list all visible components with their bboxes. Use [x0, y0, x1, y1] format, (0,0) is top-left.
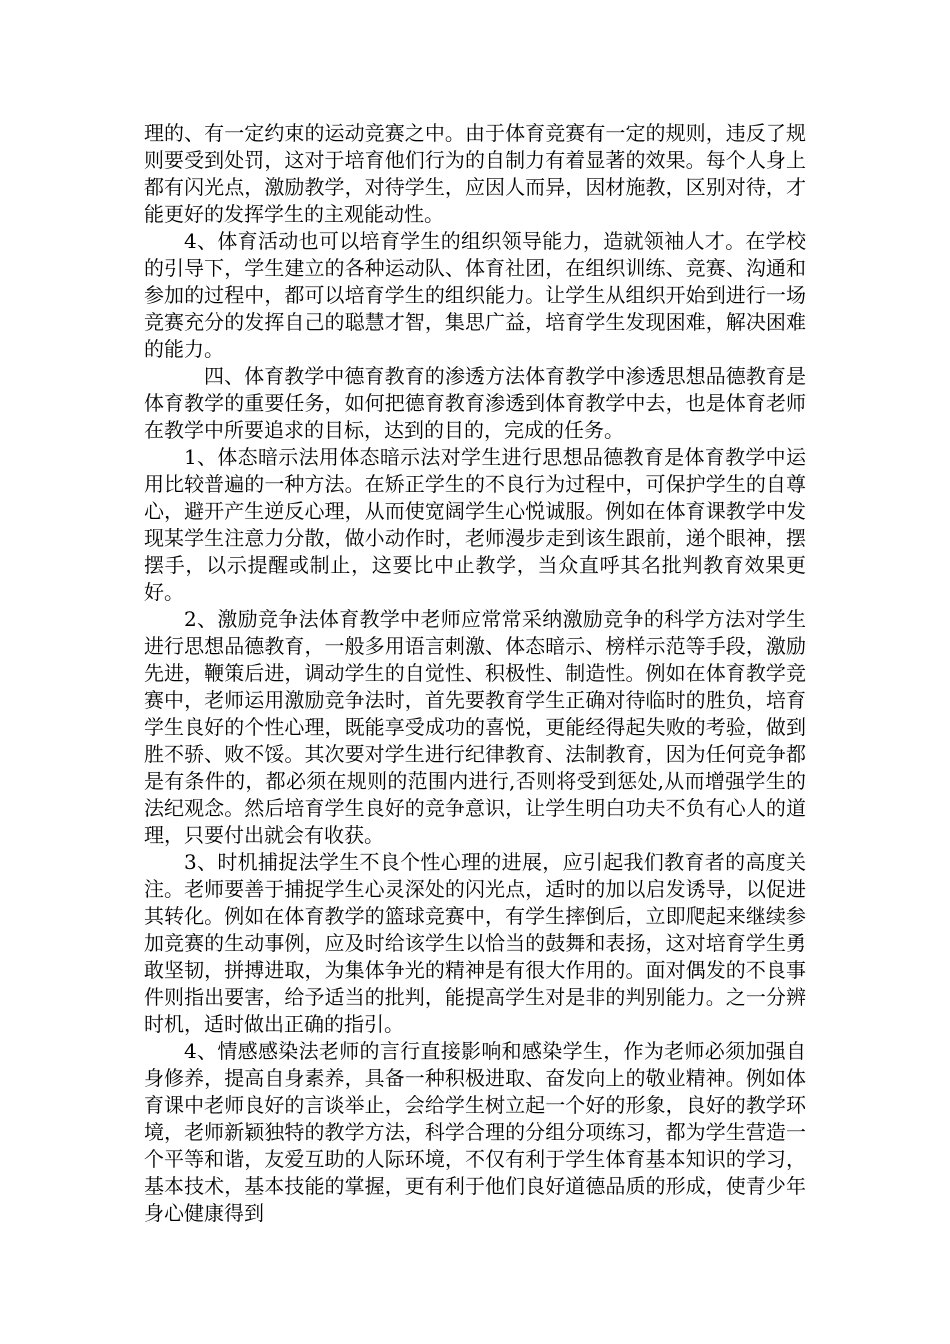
paragraph-incentive-competition-method: 2、激励竞争法体育教学中老师应常常采纳激励竞争的科学方法对学生进行思想品德教育，一般多用语言刺激、体态暗示、榜样示范等手段，激励先进，鞭策后进，调动学生的自觉性、积极性、制造性。例如在体育教学竞赛中，老师运用激励竞争法时，首先要教育学生正确对待临时的胜负，培育学生良好的个性心理，既能享受成功的喜悦，更能经得起失败的考验，做到胜不骄、败不馁。其次要对学生进行纪律教育、法制教育，因为任何竞争都是有条件的，都必须在规则的范围内进行,否则将受到惩处,从而增强学生的法纪观念。然后培育学生良好的竞争意识，让学生明白功夫不负有心人的道理，只要付出就会有收获。 [144, 607, 806, 847]
paragraph-timing-capture-method: 3、时机捕捉法学生不良个性心理的进展，应引起我们教育者的高度关注。老师要善于捕捉学生心灵深处的闪光点，适时的加以启发诱导，以促进其转化。例如在体育教学的篮球竞赛中，有学生摔倒后，立即爬起来继续参加竞赛的生动事例，应及时给该学生以恰当的鼓舞和表扬，这对培育学生勇敢坚韧，拼搏进取，为集体争光的精神是有很大作用的。面对偶发的不良事件则指出要害，给予适当的批判，能提高学生对是非的判别能力。之一分辨时机，适时做出正确的指引。 [144, 850, 806, 1036]
paragraph-section-four-heading: 四、体育教学中德育教育的渗透方法体育教学中渗透思想品德教育是体育教学的重要任务，如何把德育教育渗透到体育教学中去，也是体育老师在教学中所要追求的目标，达到的目的，完成的任务。 [144, 364, 806, 442]
document-page [144, 120, 806, 1227]
paragraph-emotional-influence-method: 4、情感感染法老师的言行直接影响和感染学生，作为老师必须加强自身修养，提高自身素养，具备一种积极进取、奋发向上的敬业精神。例如体育课中老师良好的言谈举止，会给学生树立起一个好的形象，良好的教学环境，老师新颖独特的教学方法，科学合理的分组分项练习，都为学生营造一个平等和谐，友爱互助的人际环境，不仅有利于学生体育基本知识的学习，基本技术，基本技能的掌握，更有利于他们良好道德品质的形成，使青少年身心健康得到 [144, 1039, 806, 1225]
paragraph-continuation: 理的、有一定约束的运动竞赛之中。由于体育竞赛有一定的规则，违反了规则要受到处罚，这对于培育他们行为的自制力有着显著的效果。每个人身上都有闪光点，激励教学，对待学生，应因人而异，因材施教，区别对待，才能更好的发挥学生的主观能动性。 [144, 121, 806, 226]
paragraph-posture-hint-method: 1、体态暗示法用体态暗示法对学生进行思想品德教育是体育教学中运用比较普遍的一种方法。在矫正学生的不良行为过程中，可保护学生的自尊心，避开产生逆反心理，从而使宽阔学生心悦诚服。例如在体育课教学中发现某学生注意力分散，做小动作时，老师漫步走到该生跟前，递个眼神，摆摆手，以示提醒或制止，这要比中止教学，当众直呼其名批判教育效果更好。 [144, 445, 806, 604]
paragraph-leadership: 4、体育活动也可以培育学生的组织领导能力，造就领袖人才。在学校的引导下，学生建立的各种运动队、体育社团，在组织训练、竞赛、沟通和参加的过程中，都可以培育学生的组织能力。让学生从组织开始到进行一场竞赛充分的发挥自己的聪慧才智，集思广益，培育学生发现困难，解决困难的能力。 [144, 229, 806, 361]
